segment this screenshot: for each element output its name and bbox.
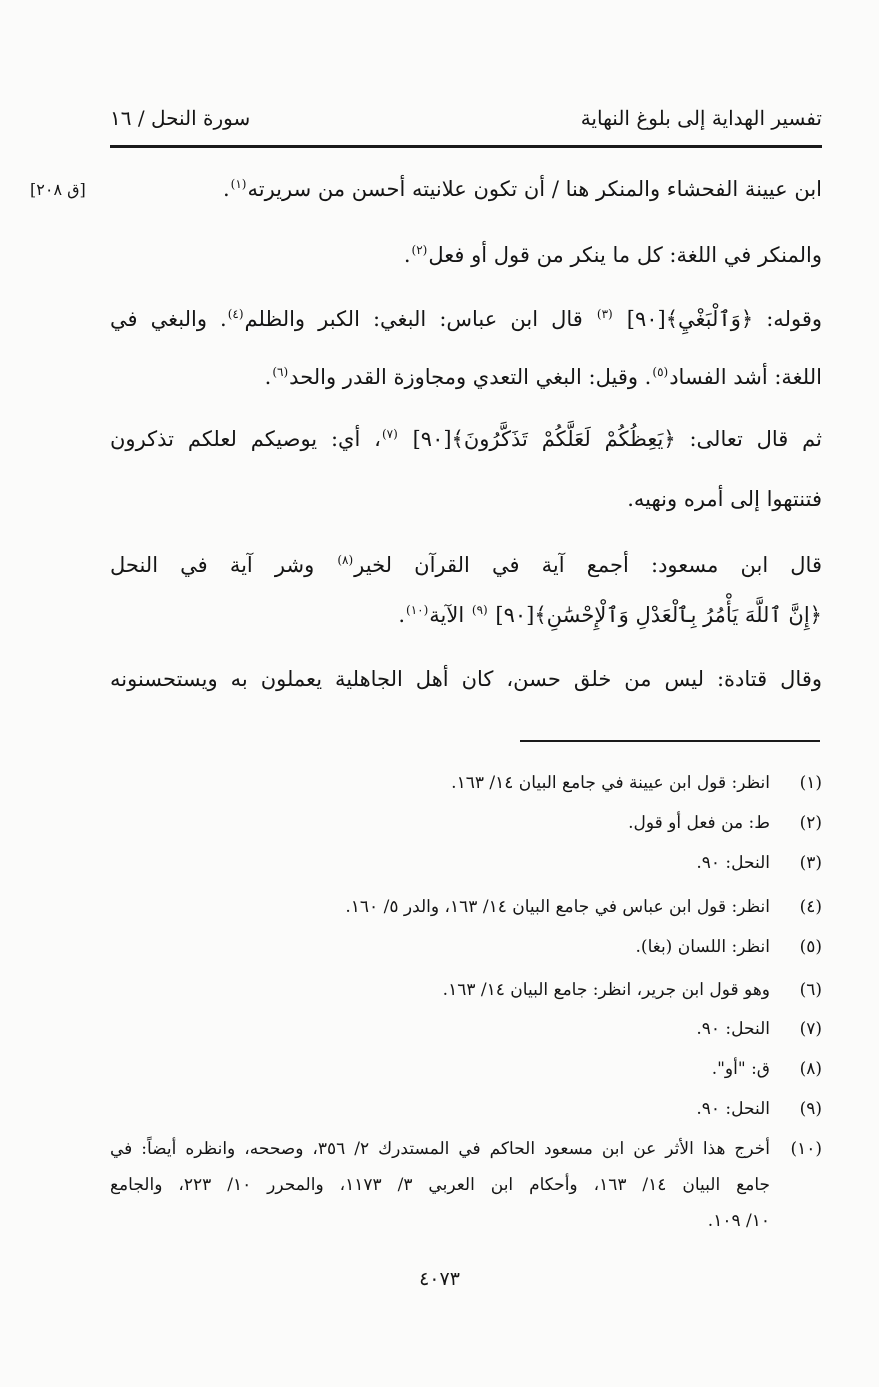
footnote-ref: (٣) [596,307,613,321]
footnote-text-continued: جامع البيان ١٤/ ١٦٣، وأحكام ابن العربي ٣/ ١١٧٣، والمحرر ١٠/ ٢٢٣، والجامع [110,1175,771,1195]
footnote-ref: (٦) [272,365,289,379]
footnote-ref: (٩) [471,603,488,617]
footnote-ref: (٢) [411,243,428,257]
text-line-9: وقال قتادة: ليس من خلق حسن، كان أهل الجاهلية يعملون به ويستحسنونه [110,667,822,691]
footnote-number: (٤) [799,897,822,917]
header-rule [110,145,822,148]
footnote-text: أخرج هذا الأثر عن ابن مسعود الحاكم في المستدرك ٢/ ٣٥٦، وصححه، وانظره أيضاً: في [110,1139,770,1159]
surah-label: سورة النحل / ١٦ [110,106,251,130]
footnote-text: انظر: اللسان (بغا). [635,937,770,957]
footnote-separator [520,740,820,742]
footnote-ref: (١) [230,177,247,191]
footnote-ref: (٤) [227,307,244,321]
page-number: ٤٠٧٣ [419,1268,460,1290]
text-line-6: فتنتهوا إلى أمره ونهيه. [627,487,822,511]
footnote-text: النحل: ٩٠. [696,1019,770,1039]
footnote-text: النحل: ٩٠. [696,853,770,873]
footnote-ref: (٥) [652,365,669,379]
footnote-text: انظر: قول ابن عباس في جامع البيان ١٤/ ١٦٣، والدر ٥/ ١٦٠. [345,897,770,917]
text-line-5: ثم قال تعالى: ﴿يَعِظُكُمْ لَعَلَّكُمْ تَذَكَّرُونَ﴾[٩٠] $^{(٧)}$، أي: يوصيكم لعلكم تذكرون [110,427,822,451]
book-title: تفسير الهداية إلى بلوغ النهاية [580,106,822,130]
footnote-text: وهو قول ابن جرير، انظر: جامع البيان ١٤/ ١٦٣. [442,980,770,1000]
footnote-ref: (٨) [337,553,354,567]
footnote-10 [110,1134,822,1244]
footnote-number: (٨) [799,1059,822,1079]
footnote-number: (١) [799,773,822,793]
footnote-text: النحل: ٩٠. [696,1099,770,1119]
footnote-number: (٢) [799,813,822,833]
text-line-4: اللغة: أشد الفساد$^{(٥)}$. وقيل: البغي التعدي ومجاوزة القدر والحد$^{(٦)}$. [264,365,822,389]
manuscript-folio-note: [ق ٢٠٨] [30,180,86,199]
text-line-3: وقوله: ﴿وَٱلْبَغْيِ﴾[٩٠] $^{(٣)}$ قال ابن عباس: البغي: الكبر والظلم$^{(٤)}$. والبغي في [110,307,822,331]
footnote-number: (٥) [799,937,822,957]
footnote-text: ط: من فعل أو قول. [628,813,770,833]
footnote-ref: (١٠) [406,603,429,617]
footnote-number: (٣) [799,853,822,873]
footnote-text-continued: ١٠/ ١٠٩. [707,1211,770,1231]
text-line-8: ﴿إِنَّ ٱللَّهَ يَأْمُرُ بِٱلْعَدْلِ وَٱلْإِحْسَٰنِ﴾[٩٠] $^{(٩)}$ الآية$^{(١٠)}$. [398,603,822,627]
footnote-number: (٦) [799,980,822,1000]
footnote-ref: (٧) [381,427,398,441]
footnote-text: انظر: قول ابن عيينة في جامع البيان ١٤/ ١٦٣. [451,773,770,793]
footnote-number: (٩) [799,1099,822,1119]
footnote-text: ق: "أو". [711,1059,770,1079]
text-line-2: والمنكر في اللغة: كل ما ينكر من قول أو فعل$^{(٢)}$. [403,243,822,267]
running-header [110,106,822,142]
text-line-7: قال ابن مسعود: أجمع آية في القرآن لخير$^{(٨)}$ وشر آية في النحل [110,553,822,577]
footnote-number: (٧) [799,1019,822,1039]
footnote-number: (١٠) [790,1139,822,1159]
text-line-1: ابن عيينة الفحشاء والمنكر هنا / أن تكون علانيته أحسن من سريرته$^{(١)}$. [222,177,822,201]
